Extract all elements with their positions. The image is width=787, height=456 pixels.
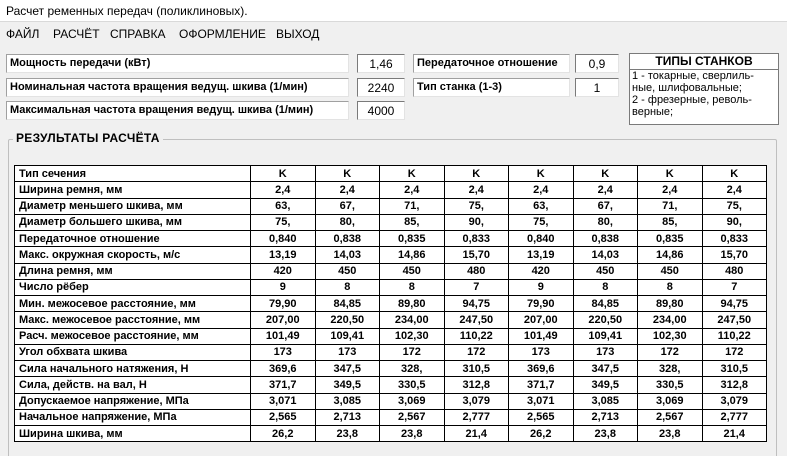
table-cell: 89,80 [380, 296, 445, 312]
table-cell: 8 [573, 279, 638, 295]
table-cell: 84,85 [315, 296, 380, 312]
table-cell: 71, [380, 198, 445, 214]
table-cell: 172 [444, 344, 509, 360]
table-cell: 207,00 [251, 312, 316, 328]
table-cell: 14,03 [573, 247, 638, 263]
table-cell: 420 [251, 263, 316, 279]
table-cell: 71, [638, 198, 703, 214]
table-cell: 85, [380, 214, 445, 230]
row-label: Допускаемое напряжение, МПа [15, 393, 251, 409]
menu-format[interactable]: ОФОРМЛЕНИЕ [179, 27, 266, 41]
table-cell: 247,50 [702, 312, 767, 328]
table-cell: 3,085 [315, 393, 380, 409]
machine-type-label: Тип станка (1-3) [413, 78, 570, 97]
table-cell: K [702, 166, 767, 182]
table-cell: 63, [251, 198, 316, 214]
table-cell: 79,90 [509, 296, 574, 312]
table-cell: 2,777 [702, 409, 767, 425]
table-cell: 2,713 [315, 409, 380, 425]
table-cell: 75, [509, 214, 574, 230]
menu-file[interactable]: ФАЙЛ [6, 27, 40, 41]
table-cell: 2,4 [573, 182, 638, 198]
table-cell: 21,4 [444, 426, 509, 442]
table-cell: 420 [509, 263, 574, 279]
table-cell: 172 [380, 344, 445, 360]
table-row [15, 182, 767, 198]
table-cell: 2,4 [251, 182, 316, 198]
row-label: Тип сечения [15, 166, 251, 182]
table-cell: 94,75 [702, 296, 767, 312]
table-cell: 2,4 [638, 182, 703, 198]
table-row [15, 247, 767, 263]
table-row [15, 393, 767, 409]
table-row [15, 279, 767, 295]
table-cell: K [315, 166, 380, 182]
table-cell: 450 [638, 263, 703, 279]
table-cell: 349,5 [573, 377, 638, 393]
row-label: Ширина ремня, мм [15, 182, 251, 198]
row-label: Сила начального натяжения, Н [15, 361, 251, 377]
table-cell: 330,5 [380, 377, 445, 393]
table-row [15, 377, 767, 393]
row-label: Передаточное отношение [15, 231, 251, 247]
table-cell: 109,41 [573, 328, 638, 344]
table-cell: 80, [573, 214, 638, 230]
table-cell: 328, [638, 361, 703, 377]
table-cell: 3,069 [638, 393, 703, 409]
table-cell: 102,30 [380, 328, 445, 344]
table-cell: 0,838 [573, 231, 638, 247]
table-cell: 26,2 [509, 426, 574, 442]
table-cell: 2,4 [702, 182, 767, 198]
table-cell: 2,565 [509, 409, 574, 425]
table-cell: K [638, 166, 703, 182]
row-label: Сила, действ. на вал, Н [15, 377, 251, 393]
row-label: Макс. межосевое расстояние, мм [15, 312, 251, 328]
table-cell: 450 [380, 263, 445, 279]
menu-calculate[interactable]: РАСЧЁТ [53, 27, 100, 41]
machine-types-panel [629, 53, 779, 125]
power-input[interactable] [357, 54, 405, 73]
table-cell: 369,6 [509, 361, 574, 377]
table-cell: 220,50 [573, 312, 638, 328]
row-label: Угол обхвата шкива [15, 344, 251, 360]
table-cell: 8 [638, 279, 703, 295]
row-label: Макс. окружная скорость, м/с [15, 247, 251, 263]
results-table [14, 165, 767, 442]
table-cell: 90, [444, 214, 509, 230]
window-title: Расчет ременных передач (поликлиновых). [0, 0, 787, 22]
table-cell: 480 [702, 263, 767, 279]
table-cell: 450 [315, 263, 380, 279]
table-cell: 172 [638, 344, 703, 360]
menu-exit[interactable]: ВЫХОД [276, 27, 320, 41]
table-cell: 2,4 [380, 182, 445, 198]
table-cell: K [444, 166, 509, 182]
table-row [15, 214, 767, 230]
table-cell: 67, [315, 198, 380, 214]
table-cell: 14,86 [380, 247, 445, 263]
table-row [15, 426, 767, 442]
table-cell: 234,00 [380, 312, 445, 328]
table-row [15, 361, 767, 377]
table-cell: 480 [444, 263, 509, 279]
table-cell: 0,835 [638, 231, 703, 247]
table-cell: 2,713 [573, 409, 638, 425]
table-cell: 75, [702, 198, 767, 214]
table-cell: 347,5 [315, 361, 380, 377]
table-cell: 2,565 [251, 409, 316, 425]
table-cell: 101,49 [509, 328, 574, 344]
table-cell: 63, [509, 198, 574, 214]
table-cell: 330,5 [638, 377, 703, 393]
machine-types-line: верные; [632, 106, 674, 118]
table-cell: 80, [315, 214, 380, 230]
table-row [15, 296, 767, 312]
menu-bar [0, 22, 787, 46]
speed-input[interactable] [357, 78, 405, 97]
table-cell: 369,6 [251, 361, 316, 377]
row-label: Диаметр большего шкива, мм [15, 214, 251, 230]
table-cell: 2,567 [380, 409, 445, 425]
table-cell: 13,19 [509, 247, 574, 263]
table-cell: 7 [444, 279, 509, 295]
row-label: Ширина шкива, мм [15, 426, 251, 442]
row-label: Начальное напряжение, МПа [15, 409, 251, 425]
table-cell: 14,03 [315, 247, 380, 263]
table-cell: 67, [573, 198, 638, 214]
table-cell: 2,567 [638, 409, 703, 425]
table-cell: 220,50 [315, 312, 380, 328]
table-cell: 312,8 [444, 377, 509, 393]
table-cell: 2,4 [315, 182, 380, 198]
table-cell: 23,8 [573, 426, 638, 442]
table-cell: K [573, 166, 638, 182]
table-cell: 109,41 [315, 328, 380, 344]
results-title: РЕЗУЛЬТАТЫ РАСЧЁТА [13, 131, 163, 145]
table-cell: 371,7 [251, 377, 316, 393]
table-cell: 312,8 [702, 377, 767, 393]
table-cell: 0,838 [315, 231, 380, 247]
table-row [15, 166, 767, 182]
table-cell: 75, [444, 198, 509, 214]
table-row [15, 328, 767, 344]
table-cell: 0,833 [444, 231, 509, 247]
table-cell: 310,5 [444, 361, 509, 377]
menu-help[interactable]: СПРАВКА [110, 27, 166, 41]
table-cell: 173 [573, 344, 638, 360]
table-cell: K [251, 166, 316, 182]
table-cell: 14,86 [638, 247, 703, 263]
table-cell: 173 [315, 344, 380, 360]
table-row [15, 263, 767, 279]
table-cell: 2,777 [444, 409, 509, 425]
table-cell: 26,2 [251, 426, 316, 442]
max-speed-label: Максимальная частота вращения ведущ. шкива (1/мин) [6, 101, 349, 120]
table-cell: 15,70 [444, 247, 509, 263]
machine-types-line: 2 - фрезерные, револь- [632, 94, 752, 106]
table-cell: 371,7 [509, 377, 574, 393]
table-cell: 328, [380, 361, 445, 377]
table-cell: 21,4 [702, 426, 767, 442]
table-cell: 349,5 [315, 377, 380, 393]
table-cell: 0,833 [702, 231, 767, 247]
table-cell: 23,8 [638, 426, 703, 442]
table-cell: 9 [251, 279, 316, 295]
table-cell: 101,49 [251, 328, 316, 344]
table-cell: 0,840 [251, 231, 316, 247]
table-cell: 15,70 [702, 247, 767, 263]
row-label: Расч. межосевое расстояние, мм [15, 328, 251, 344]
table-cell: 79,90 [251, 296, 316, 312]
table-cell: 3,079 [444, 393, 509, 409]
machine-type-input[interactable] [575, 78, 619, 97]
table-cell: 173 [251, 344, 316, 360]
table-cell: 3,085 [573, 393, 638, 409]
power-label: Мощность передачи (кВт) [6, 54, 349, 73]
table-cell: K [380, 166, 445, 182]
table-cell: 310,5 [702, 361, 767, 377]
table-row [15, 231, 767, 247]
table-cell: 3,071 [251, 393, 316, 409]
table-cell: 2,4 [444, 182, 509, 198]
table-cell: 102,30 [638, 328, 703, 344]
table-row [15, 312, 767, 328]
ratio-input[interactable] [575, 54, 619, 73]
table-cell: 110,22 [444, 328, 509, 344]
machine-types-line: 1 - токарные, сверлиль- [632, 70, 754, 82]
table-cell: 3,071 [509, 393, 574, 409]
table-cell: 8 [315, 279, 380, 295]
table-cell: 7 [702, 279, 767, 295]
table-cell: K [509, 166, 574, 182]
machine-types-title: ТИПЫ СТАНКОВ [630, 54, 778, 70]
table-cell: 173 [509, 344, 574, 360]
table-cell: 347,5 [573, 361, 638, 377]
row-label: Диаметр меньшего шкива, мм [15, 198, 251, 214]
row-label: Длина ремня, мм [15, 263, 251, 279]
row-label: Число рёбер [15, 279, 251, 295]
table-cell: 90, [702, 214, 767, 230]
table-row [15, 198, 767, 214]
table-cell: 247,50 [444, 312, 509, 328]
table-cell: 85, [638, 214, 703, 230]
table-cell: 13,19 [251, 247, 316, 263]
table-cell: 8 [380, 279, 445, 295]
max-speed-input[interactable] [357, 101, 405, 120]
machine-types-line: ные, шлифовальные; [632, 82, 742, 94]
table-cell: 0,840 [509, 231, 574, 247]
table-cell: 3,079 [702, 393, 767, 409]
table-cell: 234,00 [638, 312, 703, 328]
table-cell: 23,8 [380, 426, 445, 442]
table-cell: 450 [573, 263, 638, 279]
table-cell: 94,75 [444, 296, 509, 312]
table-cell: 23,8 [315, 426, 380, 442]
table-row [15, 409, 767, 425]
table-cell: 84,85 [573, 296, 638, 312]
speed-label: Номинальная частота вращения ведущ. шкива (1/мин) [6, 78, 349, 97]
table-cell: 3,069 [380, 393, 445, 409]
table-cell: 9 [509, 279, 574, 295]
table-cell: 172 [702, 344, 767, 360]
table-row [15, 344, 767, 360]
table-cell: 89,80 [638, 296, 703, 312]
ratio-label: Передаточное отношение [413, 54, 570, 73]
table-cell: 110,22 [702, 328, 767, 344]
table-cell: 2,4 [509, 182, 574, 198]
table-cell: 75, [251, 214, 316, 230]
row-label: Мин. межосевое расстояние, мм [15, 296, 251, 312]
table-cell: 0,835 [380, 231, 445, 247]
table-cell: 207,00 [509, 312, 574, 328]
